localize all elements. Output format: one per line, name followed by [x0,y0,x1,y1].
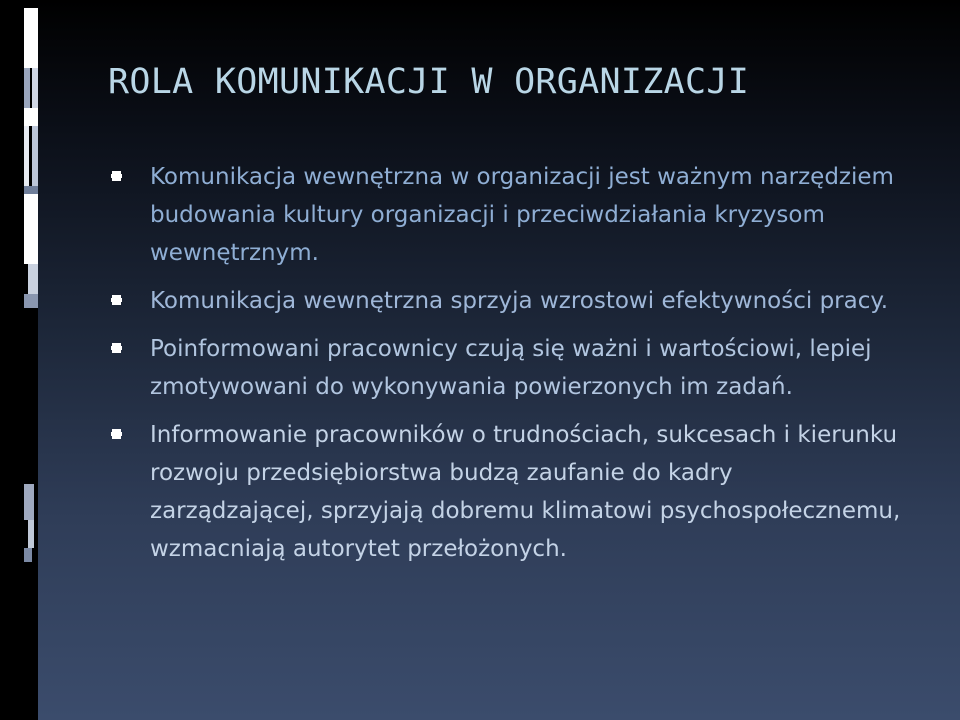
bullet-text: Komunikacja wewnętrzna w organizacji jest ważnym narzędziem budowania kultury organizacji i przeciwdziałania kryzysom wewnętrznym. [150,164,894,266]
left-decorative-strip [24,8,38,720]
square-bullet-icon [112,171,121,181]
square-bullet-icon [112,295,121,305]
square-bullet-icon [112,429,121,439]
list-item [112,330,902,406]
bullet-text: Poinformowani pracownicy czują się ważni i wartościowi, lepiej zmotywowani do wykonywania powierzonych im zadań. [150,336,872,400]
bullet-text: Komunikacja wewnętrzna sprzyja wzrostowi efektywności pracy. [150,288,889,314]
slide-title: ROLA KOMUNIKACJI W ORGANIZACJI [108,62,750,102]
bullet-list [112,158,902,578]
square-bullet-icon [112,343,121,353]
list-item [112,158,902,272]
list-item [112,282,902,320]
list-item [112,416,902,568]
bullet-text: Informowanie pracowników o trudnościach, sukcesach i kierunku rozwoju przedsiębiorstwa budzą zaufanie do kadry zarządzającej, sprzyjają dobremu klimatowi psychospołecznemu, wzmacniają autorytet przełożonych. [150,422,901,562]
